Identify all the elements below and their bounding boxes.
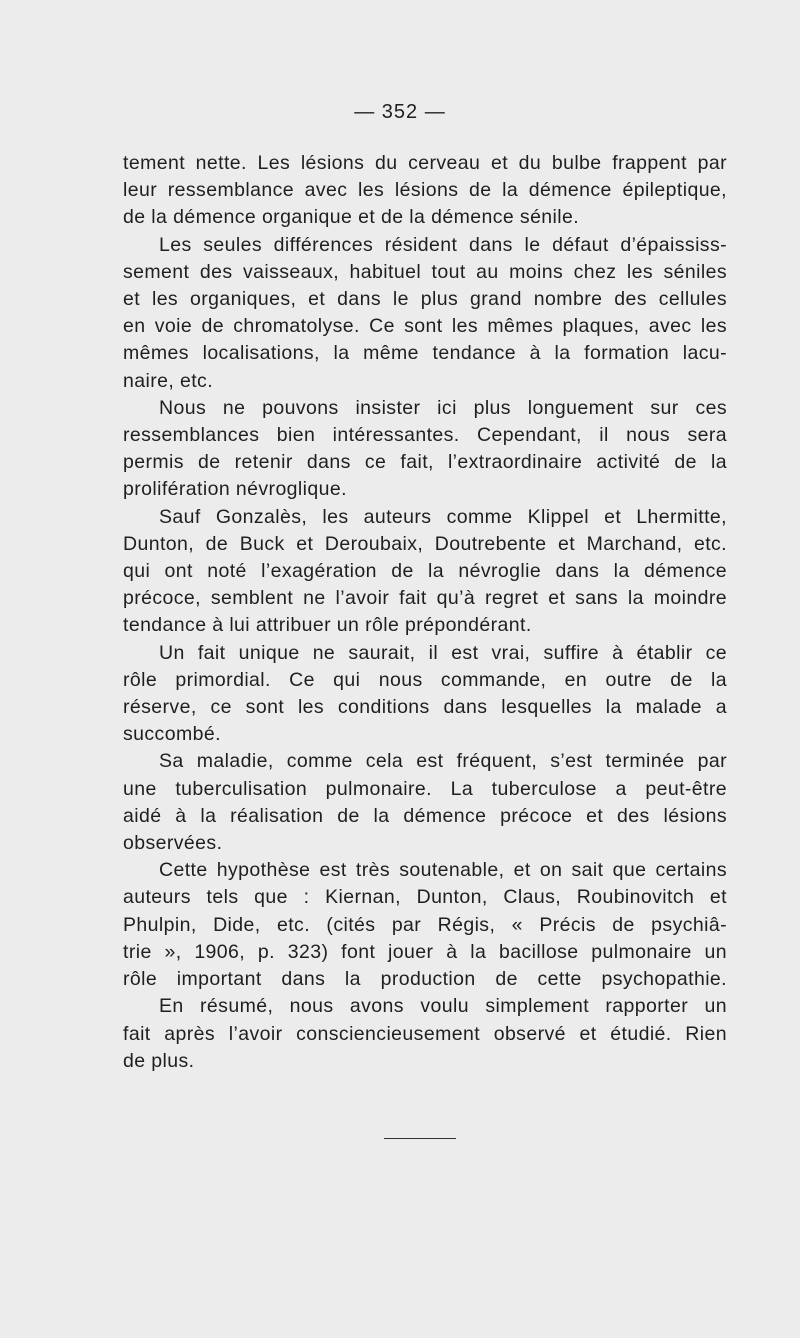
text-line: naire, etc. (123, 369, 214, 392)
text-line: réserve, ce sont les conditions dans lesquelles la malade a (123, 696, 727, 719)
text-line: Sa maladie, comme cela est fréquent, s’est terminée par (159, 750, 727, 773)
text-line: Un fait unique ne saurait, il est vrai, suffire à établir ce (159, 641, 727, 664)
text-line: ressemblances bien intéressantes. Cependant, il nous sera (123, 424, 727, 447)
text-line: sement des vaisseaux, habituel tout au moins chez les séniles (123, 260, 727, 283)
text-line: observées. (123, 832, 223, 855)
text-line: Dunton, de Buck et Deroubaix, Doutrebente et Marchand, etc. (123, 532, 727, 555)
text-line: précoce, semblent ne l’avoir fait qu’à regret et sans la moindre (123, 587, 727, 610)
text-line: Cette hypothèse est très soutenable, et on sait que certains (159, 859, 727, 882)
text-line: Phulpin, Dide, etc. (cités par Régis, « Précis de psychiâ- (123, 913, 727, 936)
text-line: et les organiques, et dans le plus grand nombre des cellules (123, 288, 727, 311)
page-number: — 352 — (354, 101, 446, 123)
text-line: fait après l’avoir consciencieusement observé et étudié. Rien (123, 1022, 727, 1045)
text-line: succombé. (123, 723, 221, 746)
text-line: rôle important dans la production de cette psychopathie. (123, 968, 727, 991)
text-line: Les seules différences résident dans le défaut d’épaississ- (159, 233, 727, 256)
text-line: de la démence organique et de la démence sénile. (123, 206, 580, 229)
text-line: En résumé, nous avons voulu simplement rapporter un (159, 995, 727, 1018)
text-line: tendance à lui attribuer un rôle prépondérant. (123, 614, 532, 637)
text-line: en voie de chromatolyse. Ce sont les mêmes plaques, avec les (123, 315, 727, 338)
text-line: leur ressemblance avec les lésions de la démence épileptique, (123, 179, 727, 202)
text-line: auteurs tels que : Kiernan, Dunton, Claus, Roubinovitch et (123, 886, 727, 909)
text-line: trie », 1906, p. 323) font jouer à la bacillose pulmonaire un (123, 940, 727, 963)
text-line: aidé à la réalisation de la démence précoce et des lésions (123, 804, 727, 827)
text-line: Nous ne pouvons insister ici plus longuement sur ces (159, 396, 727, 419)
text-line: rôle primordial. Ce qui nous commande, en outre de la (123, 668, 727, 691)
text-line: Sauf Gonzalès, les auteurs comme Klippel et Lhermitte, (159, 505, 727, 528)
text-line: prolifération névroglique. (123, 478, 347, 501)
text-line: de plus. (123, 1049, 195, 1072)
body-text (123, 150, 727, 1075)
text-line: qui ont noté l’exagération de la névroglie dans la démence (123, 560, 727, 583)
text-line: tement nette. Les lésions du cerveau et du bulbe frappent par (123, 152, 727, 174)
text-line: mêmes localisations, la même tendance à la formation lacu- (123, 342, 727, 365)
text-line: permis de retenir dans ce fait, l’extraordinaire activité de la (123, 451, 727, 474)
text-line: une tuberculisation pulmonaire. La tuberculose a peut-être (123, 777, 727, 800)
section-end-rule (384, 1138, 456, 1139)
